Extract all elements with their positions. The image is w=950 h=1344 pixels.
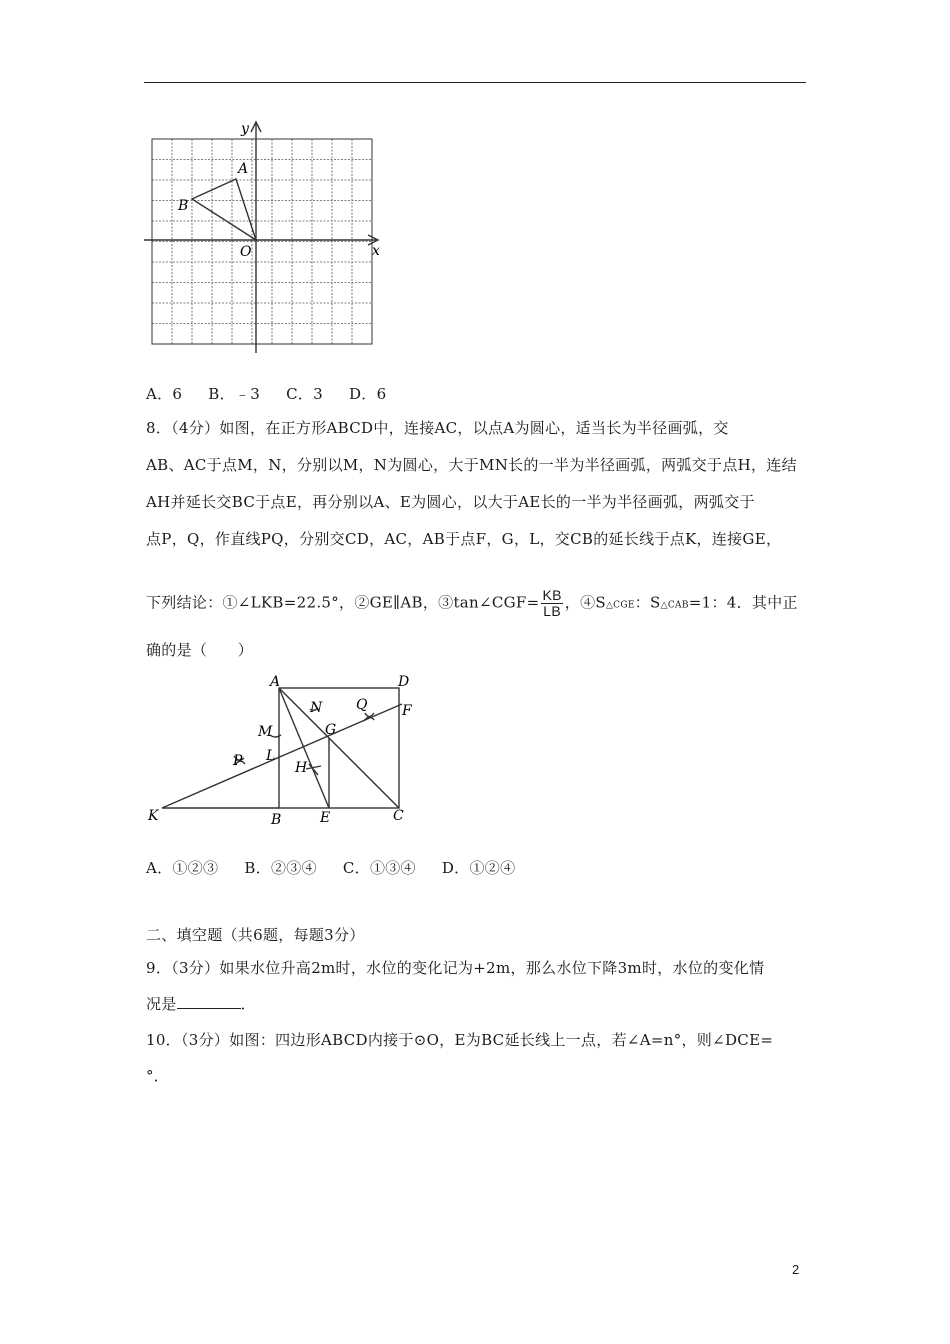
q9-answer-blank[interactable] — [177, 994, 241, 1009]
q8-option[interactable]: A．①②③ — [146, 859, 219, 877]
square-construction-figure — [140, 668, 430, 830]
q8-line-1: 8．（4分）如图，在正方形ABCD中，连接AC，以点A为圆心，适当长为半径画弧，交 — [146, 419, 729, 437]
q7-options — [146, 384, 412, 404]
q7-option[interactable]: C．3 — [286, 385, 323, 403]
q7-option[interactable]: B．﹣3 — [208, 385, 261, 403]
label-a: A — [270, 674, 281, 690]
label-f: F — [402, 703, 412, 719]
q8-ratio-sep: ：S — [634, 593, 661, 612]
label-g: G — [325, 722, 337, 738]
coordinate-grid-figure — [140, 115, 390, 360]
q9-line-2 — [146, 994, 256, 1014]
q8-line-3: AH并延长交BC于点E，再分别以A、E为圆心，以大于AE长的一半为半径画弧，两弧交于 — [146, 493, 755, 511]
triangle-abo — [192, 179, 256, 240]
section-heading: 二、填空题（共6题，每题3分） — [146, 926, 365, 944]
tan-fraction — [541, 588, 562, 619]
label-p: P — [233, 753, 243, 769]
q8-options — [146, 858, 541, 878]
q8-option[interactable]: D．①②④ — [441, 859, 516, 877]
point-a-label: A — [238, 161, 249, 177]
fraction-numerator: KB — [542, 587, 562, 603]
q9-period: ． — [240, 995, 256, 1013]
q8-ratio-end: =1：4．其中正 — [688, 593, 798, 612]
q8-option[interactable]: C．①③④ — [342, 859, 416, 877]
q10-line-1: 10．（3分）如图：四边形ABCD内接于⊙O，E为BC延长线上一点，若∠A=n°，则∠DCE= — [146, 1031, 774, 1049]
q10-line-2: °． — [146, 1067, 170, 1085]
q8-option[interactable]: B．②③④ — [244, 859, 317, 877]
point-o-label: O — [240, 244, 252, 260]
label-q: Q — [356, 697, 368, 713]
label-k: K — [148, 808, 159, 824]
subscript-cge: △CGE — [605, 600, 635, 611]
label-e: E — [320, 810, 331, 826]
q8-line-2: AB、AC于点M，N，分别以M，N为圆心，大于MN长的一半为半径画弧，两弧交于点H，连结 — [146, 456, 797, 474]
q7-option[interactable]: D．6 — [348, 385, 387, 403]
label-l: L — [266, 748, 276, 764]
label-c: C — [393, 808, 404, 824]
q9-line-1: 9．（3分）如果水位升高2m时，水位的变化记为+2m，那么水位下降3m时，水位的变化情 — [146, 959, 765, 977]
label-n: N — [310, 700, 323, 716]
header-rule — [144, 82, 806, 83]
q8-conclusion-4: ，④S — [564, 593, 606, 612]
q8-conclusions-text: 下列结论：①∠LKB=22.5°，②GE∥AB，③tan∠CGF= — [146, 593, 540, 612]
point-b-label: B — [178, 198, 189, 214]
q7-option[interactable]: A．6 — [146, 385, 183, 403]
page-number: 2 — [792, 1262, 800, 1277]
label-b: B — [271, 812, 282, 828]
x-axis-label: x — [372, 243, 380, 259]
subscript-cab: △CAB — [660, 600, 689, 611]
q8-line-6: 确的是（ ） — [146, 641, 254, 659]
label-h: H — [295, 760, 308, 776]
arc-h — [306, 764, 321, 775]
label-d: D — [398, 674, 410, 690]
q9-text: 况是 — [146, 995, 177, 1013]
fraction-denominator: LB — [543, 603, 561, 619]
diagonal-ac — [279, 688, 399, 808]
q8-line-4: 点P，Q，作直线PQ，分别交CD，AC，AB于点F，G，L，交CB的延长线于点K，连接GE， — [146, 530, 782, 548]
q8-line-5 — [146, 588, 798, 619]
label-m: M — [258, 724, 273, 740]
y-axis-label: y — [241, 121, 249, 137]
